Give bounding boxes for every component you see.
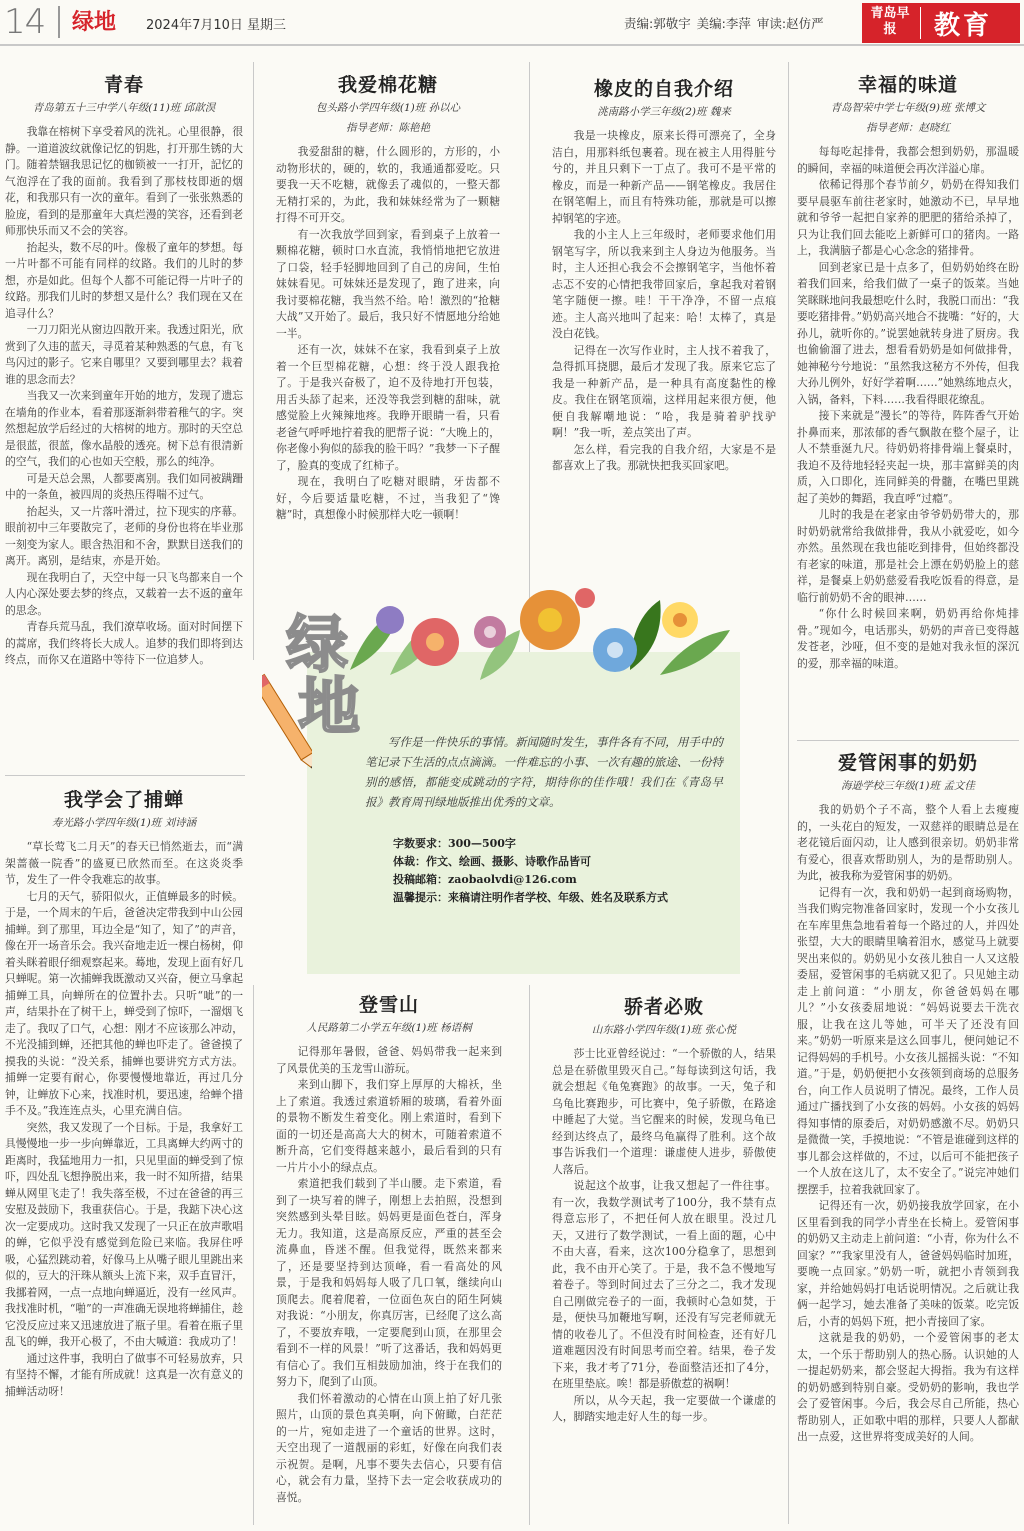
paragraph: 儿时的我是在老家由爷爷奶奶带大的，那时奶奶就常给我做排骨，我从小就爱吃，如今亦然。虽然现在我也能吃到排骨，但始终都没有老家的味道，那是社会上漂在奶奶脸上的慈祥，是餐桌上奶奶慈爱看我吃饭看的得意，是临行前奶奶不舍的眼神…… xyxy=(797,508,1019,604)
promo-text: 写作是一件快乐的事情。新闻随时发生，事件各有不同，用手中的笔记录下生活的点点滴滴。一件难忘的小事、一次有趣的旅途、一份特别的感悟，都能变成跳动的字符，期待你的佳作哦！我们在《青岛早报》教育周刊绿地版推出优秀的文章。 xyxy=(365,735,723,809)
promo-email: 投稿邮箱：zaobaolvdi@126.com xyxy=(393,873,577,886)
article-teacher: 指导老师：陈艳艳 xyxy=(346,122,430,134)
article-byline: 包头路小学四年级(1)班 孙以心 xyxy=(315,102,461,114)
channel-name: 教育 xyxy=(934,11,993,41)
article-byline: 青岛第五十三中学八年级(11)班 邱歆淏 xyxy=(32,102,216,114)
paragraph: 现在，我明白了吃糖对眼睛，牙齿都不好，今后要适量吃糖，不过，当我犯了“馋糖”时，真想像小时候那样大吃一顿啊！ xyxy=(276,475,500,521)
editorial-staff: 责编:郭敬宇 美编:李萍 审读:赵仿严 xyxy=(624,16,824,31)
paragraph: 我靠在榕树下享受着风的洗礼。心里很静，很静。一道道波纹就像记忆的钥匙，打开那生锈的大门。随着禁锢我思记忆的枷锁被一一打开，記忆的气泡浮在了我的面前。我看到了那枝枝即逝的烟花，和我那只有一次的童年。看到了一张张熟悉的脸庞，看到的是那童年大真烂漫的笑容，还看到老师那快乐而又不会的笑容。 xyxy=(5,125,243,237)
paragraph: 记得有一次，我和奶奶一起到商场购物，当我们购完物准备回家时，发现一个小女孩儿在车库里焦急地看着每一个路过的人，并四处张望，大大的眼睛里噙着泪水，感觉马上就要哭出来似的。奶奶见小女孩儿独自一人又这般委屈，爱管闲事的毛病就又犯了。只见她主动走上前问道：“小朋友，你爸爸妈妈在哪儿？”小女孩委屈地说：“妈妈说要去干洗衣服，让我在这儿等她，可半天了还没有回来。”奶奶一听原来是这么回事儿，便问她记不记得妈妈的手机号。小女孩儿摇摇头说：“不知道。”于是，奶奶便把小女孩领到商场的总服务台，向工作人员说明了情况。最终，工作人员通过广播找到了小女孩的妈妈。小女孩的妈妈得知事情的原委后，对奶奶感激不尽。奶奶只是微微一笑，手摸地说：“不管是谁碰到这样的事儿都会这样做的，不过，以后可不能把孩子一个人放在这儿了，太不安全了。”说完冲她们摆摆手，拉着我就回家了。 xyxy=(797,885,1019,1196)
paragraph: 这就是我的奶奶，一个爱管闲事的老太太，一个乐于帮助别人的热心肠。认识她的人一提起奶奶来，都会竖起大拇指。我为有这样的奶奶感到特别自豪。受奶奶的影响，我也学会了爱管闲事。今后，我会尽自己所能，热心帮助别人，正如歌中唱的那样，只要人人都献出一点爱，这世界将变成美好的人间。 xyxy=(797,1331,1019,1443)
paragraph: 索道把我们载到了半山腰。走下索道，看到了一块写着的牌子，刚想上去拍照，没想到突然感到头晕目眩。妈妈更是面色苍白，浑身无力。我知道，这是高原反应，严重的甚至会流鼻血，昏迷不醒。但我觉得，既然来都来了，还是要坚持到达顶峰，看一看高处的风景，于是我和妈妈每人吸了几口氧，继续向山顶爬去。爬着爬着，一位面色灰白的陌生阿姨对我说：“小朋友，你真厉害，已经爬了这么高了，不要放弃哦，一定要爬到山顶，在那里会看到不一样的风景！”听了这番话，我和妈妈更有信心了。我们互相鼓励加油，终于在我们的努力下，爬到了山顶。 xyxy=(276,1177,502,1388)
article-byline: 海逊学校三年级(1)班 孟文佳 xyxy=(841,780,975,792)
paragraph: 怎么样，看完我的自我介绍，大家是不是都喜欢上了我。那就快把我买回家吧。 xyxy=(552,442,776,472)
paragraph: 可是天总会黑，人都要离别。我们如同被蹒跚中的一条鱼，被四周的炎热压得喘不过气。 xyxy=(5,471,243,501)
paragraph: 接下来就是“漫长”的等待，阵阵香气开始扑鼻而来，那浓郁的香气飘散在整个屋子，让人不禁垂涎九尺。待奶奶将排骨端上餐桌时，我迫不及待地轻轻夹起一块，那丰富鲜美的肉质，入口即化，连同鲜美的骨髓，在嘴巴里跳起了美妙的舞蹈，我直呼“过瘾”。 xyxy=(797,409,1019,505)
article-xingfu xyxy=(797,72,1019,672)
promo-char-di: 地 xyxy=(298,670,361,743)
newspaper-logo xyxy=(862,3,1020,43)
submission-promo-box xyxy=(307,652,740,974)
logo-text: 青岛早报 xyxy=(870,6,910,37)
article-title: 幸福的味道 xyxy=(857,74,958,96)
paragraph: 七月的天气，骄阳似火，正值蝉最多的时候。于是，一个周末的午后，爸爸决定带我到中山公园捕蝉。到了那里，耳边全是“知了，知了”的声音，像在开一场音乐会。我兴奋地走近一棵白杨树，仰着头眯着眼仔细观察起来。蓦地，发现上面有好几只蝉呢。第一次捕蝉我既激动又兴奋，便立马拿起捕蝉工具，向蝉所在的位置扑去。只听“呲”的一声，结果扑在了树干上，蝉受到了惊吓，一溜烟飞走了。我叹了口气，心想：刚才不应该那么冲动，不光没捕到蝉，还把其他的蝉也吓走了。爸爸摸了摸我的头说：“没关系，捕蝉也要讲究方式方法。捕蝉一定要有耐心，你要慢慢地靠近，再过几分钟，让蝉放下心来，找准时机，要迅速，给蝉个措手不及。”我连连点头，心里充满自信。 xyxy=(5,889,243,1117)
page-number: 14 xyxy=(4,2,46,42)
article-byline: 人民路第二小学五年级(1)班 杨语桐 xyxy=(306,1022,472,1034)
article-byline: 洮南路小学三年级(2)班 魏来 xyxy=(597,106,731,118)
article-byline: 青岛智荣中学七年级(9)班 张博文 xyxy=(830,102,986,114)
paragraph: “草长莺飞二月天”的春天已悄然逝去，而“满架蔷薇一院香”的盛夏已欣然而至。在这炎炎季节，发生了一件令我难忘的故事。 xyxy=(5,840,243,886)
flowers-illustration xyxy=(330,580,750,690)
article-dengxueshan xyxy=(276,992,502,1506)
article-divider xyxy=(797,740,1019,741)
paragraph: 当我又一次来到童年开始的地方，发现了遗忘在墙角的作业本，看着那逐渐斜带着稚气的字。突然想起放学后经过的大榕树的地方。那时的天空总是很蓝，很蓝，像水晶般的透亮。树下总有很清新的空气，我们的心也如天空般，那么的纯净。 xyxy=(5,389,243,468)
paragraph: 记得还有一次，奶奶接我放学回家，在小区里看到我的同学小青坐在长椅上。爱管闲事的奶奶又主动走上前问道：“小青，你为什么不回家？”“我家里没有人，爸爸妈妈临时加班，要晚一点回家。”奶奶一听，就把小青领到我家，并给她妈妈打电话说明情况。之后就让我俩一起学习，她去准备了美味的饭菜。吃完饭后，小青的妈妈下班，把小青接回了家。 xyxy=(797,1199,1019,1328)
article-title: 爱管闲事的奶奶 xyxy=(837,752,978,774)
column-divider xyxy=(529,985,530,1525)
paragraph: “你什么时候回来啊，奶奶再给你炖排骨。”现如今，电话那头，奶奶的声音已变得越发苍老，沙哑，但不变的是她对我永恒的深沉的爱，那幸福的味道。 xyxy=(797,607,1019,670)
article-zhuchan xyxy=(5,787,243,1400)
column-divider xyxy=(529,62,530,660)
paragraph: 回到老家已是十点多了，但奶奶始终在盼着我们回来，给我们做了一桌子的饭菜。当她笑眯眯地问我最想吃什么时，我脱口而出：“我要吃猪排骨。”奶奶高兴地合不拢嘴：“好的，大孙儿，就听你的。”说罢她就转身进了厨房。我也偷偷溜了进去，想看看奶奶是如何做排骨，她神秘兮兮地说：“虽然我这秘方不外传，但我大孙儿例外，好好学着啊……”她熟练地点火，入锅，备料，下料……我看得眼花缭乱。 xyxy=(797,260,1019,406)
article-teacher: 指导老师：赵晓红 xyxy=(866,122,950,134)
article-mianhuatang xyxy=(276,72,500,524)
paragraph: 依稀记得那个春节前夕，奶奶在得知我们要早晨驱车前往老家时，她激动不已，早早地就和爷爷一起把自家养的肥肥的猪给杀掉了，只为让我们回去能吃上新鲜可口的猪肉。一路上，我满脑子都是心心念念的猪排骨。 xyxy=(797,178,1019,257)
paragraph: 抬起头，数不尽的叶。像极了童年的梦想。每一片叶都不可能有同样的纹路。我们的儿时的梦想，亦是如此。但每个人都不可能记得一片叶子的纹路。那我们儿时的梦想又是什么？我们现在又在追寻什么？ xyxy=(5,240,243,320)
header-divider xyxy=(58,6,60,38)
column-divider xyxy=(788,62,789,1524)
paragraph: 记得那年暑假，爸爸、妈妈带我一起来到了风景优美的玉龙雪山游玩。 xyxy=(276,1045,502,1075)
paragraph: 我的奶奶个子不高，整个人看上去瘦瘦的，一头花白的短发，一双慈祥的眼睛总是在老花镜后面闪动，让人感到很亲切。奶奶非常有爱心，很喜欢帮助别人，为的是帮助别人。为此，被我称为爱管闲事的奶奶。 xyxy=(797,803,1019,882)
logo-divider xyxy=(920,7,921,39)
article-title: 青春 xyxy=(103,74,144,96)
paragraph: 抬起头，又一片落叶滑过，拉下现实的序幕。眼前初中三年要散完了，老师的身份也将在毕业那一刻变为家人。眼含热泪和不舍，默默目送我们的离开。离别，是结束，亦是开始。 xyxy=(5,504,243,567)
page-header xyxy=(0,0,1024,46)
article-title: 我学会了捕蝉 xyxy=(63,789,184,811)
paragraph: 来到山脚下，我们穿上厚厚的大棉袄，坐上了索道。我透过索道轿厢的玻璃，看着外面的景物不断发生着变化。刚上索道时，看到下面的一切还是高高大大的树木，可随着索道不断升高，它们变得越来越小，最后看到的只有一片片小小的绿点点。 xyxy=(276,1078,502,1174)
paragraph: 还有一次，妹妹不在家，我看到桌子上放着一个巨型棉花糖，心想：终于没人跟我抢了。于是我兴奋极了，迫不及待地打开包装，用舌头舔了起来，还没等我尝到糖的甜味，就感觉脸上火辣辣地疼。我睁开眼睛一看，只看老爸气呼呼地拧着我的肥帮子说：“大晚上的，你老像小狗似的舔我的脸干吗？”我梦一下子醒了，脸真的变成了红柿子。 xyxy=(276,343,500,472)
paragraph: 我们怀着激动的心情在山顶上拍了好几张照片，山顶的景色真美啊，向下俯瞰，白茫茫的一片，宛如走进了一个童话的世界。这时，天空出现了一道靓丽的彩虹，好像在向我们表示祝贺。是啊，凡事不要失去信心，只要有信心，就会有力量，坚持下去一定会收获成功的喜悦。 xyxy=(276,1391,502,1504)
article-divider xyxy=(5,775,245,776)
column-divider xyxy=(253,62,254,660)
paragraph: 说起这个故事，让我又想起了一件往事。有一次，我数学测试考了100分，我不禁有点得意忘形了，不把任何人放在眼里。没过几天，又进行了数学测试，一看上面的题，心中不由大喜，看来，这次100分稳拿了，思想到此，我不由开心笑了。于是，我不急不慢地写着卷子。等到时间过去了三分之二，我才发现自己刚做完卷子的一面，我顿时心急如焚，于是，便快马加鞭地写啊，还没有写完老师就无情的收卷儿了。不但没有时间检查，还有好几道难题因没有时间思考而空着。结果，卷子发下来，我才考了71分，卷面整洁还扣了4分，在班里垫底。唉！都是骄傲惹的祸啊！ xyxy=(552,1179,776,1390)
article-byline: 寿光路小学四年级(1)班 刘诗涵 xyxy=(51,817,197,829)
article-jiaozhe xyxy=(552,994,776,1426)
article-xiangpi xyxy=(552,76,776,475)
article-nainai xyxy=(797,750,1019,1446)
paragraph: 莎士比亚曾经说过：“一个骄傲的人，结果总是在骄傲里毁灭自己。”每每读到这句话，我就会想起《龟兔赛跑》的故事。一天，兔子和乌龟比赛跑步，可比赛中，兔子骄傲，在路途中睡起了大觉。当它醒来的时候，发现乌龟已经到达终点了，最终乌龟赢得了胜利。这个故事告诉我们一个道理：谦虚使人进步，骄傲使人落后。 xyxy=(552,1047,776,1176)
promo-genre: 体裁：作文、绘画、摄影、诗歌作品皆可 xyxy=(393,855,591,868)
issue-date: 2024年7月10日 星期三 xyxy=(146,18,287,33)
section-name: 绿地 xyxy=(72,10,117,35)
pencil-icon xyxy=(262,664,312,784)
paragraph: 记得在一次写作业时，主人找不着我了，急得抓耳挠腮，最后才发现了我。原来它忘了我是一种新产品，是一种具有高度黏性的橡皮。我住在钢笔顶端，这样用起来很方便，他便自我解嘲地说：“哈，我是骑着驴找驴啊！”我一听，差点笑出了声。 xyxy=(552,343,776,439)
article-title: 骄者必败 xyxy=(623,996,704,1018)
article-title: 我爱棉花糖 xyxy=(337,74,438,96)
paragraph: 现在我明白了，天空中每一只飞鸟都来自一个人内心深处要去梦的终点，又载着一去不返的童年的思念。 xyxy=(5,570,243,617)
promo-tip: 温馨提示：来稿请注明作者学校、年级、姓名及联系方式 xyxy=(393,891,668,904)
promo-char-lv: 绿 xyxy=(286,608,349,681)
column-divider xyxy=(253,985,254,1525)
paragraph: 我爱甜甜的糖，什么圆形的，方形的，小动物形状的，硬的，软的，我通通都爱吃。只要我一天不吃糖，就像丢了魂似的，一整天都无精打采的，为此，我和妹妹经常为了一颗糖打得不可开交。 xyxy=(276,145,500,224)
article-title: 登雪山 xyxy=(358,994,419,1016)
paragraph: 我的小主人上三年级时，老师要求他们用钢笔写字，所以我来到主人身边为他服务。当时，主人还担心我会不会擦钢笔字，当他怀着忐忑不安的心情把我带回家后，拿起我对着钢笔字随便一擦。哇！干干净净，不留一点痕迹。主人高兴地叫了起来：哈！太棒了，真是没白花钱。 xyxy=(552,228,776,340)
paragraph: 我是一块橡皮，原来长得可漂亮了，全身洁白，用那料纸包裹着。现在被主人用得脏兮兮的，并且只剩下一丁点了。我可不是平常的橡皮，而是一种新产品——钢笔橡皮。我居住在钢笔帽上，而且有特殊功能，那就是可以擦掉钢笔的字迹。 xyxy=(552,129,776,225)
paragraph: 所以，从今天起，我一定要做一个谦虚的人，脚踏实地走好人生的每一步。 xyxy=(552,1393,776,1423)
paragraph: 通过这件事，我明白了做事不可轻易放弃，只有坚持不懈，才能有所成就！这真是一次有意义的捕蝉活动呀！ xyxy=(5,1351,243,1398)
paragraph: 青春兵荒马乱，我们潦草收场。面对时间摆下的蒿席，我们终将长大成人。追梦的我们即将到达终点，而你又在道路中等待下一位追梦人。 xyxy=(5,620,243,666)
paragraph: 一刀刀阳光从窗边四散开来。我透过阳光，欣赏到了久违的蓝天，寻觅着某种熟悉的气息，有飞鸟闪过的影子。它来自哪里？又要到哪里去？栽着谁的思念而去？ xyxy=(5,323,243,386)
paragraph: 有一次我放学回到家，看到桌子上放着一颗棉花糖，顿时口水直流，我悄悄地把它放进了口袋，轻手轻脚地回到了自己的房间，生怕妹妹看见。可妹妹还是发现了，跑了进来，向我讨要棉花糖，我当然不给。哈！激烈的“抢糖大战”又开始了。最后，我只好不情愿地分给她一半。 xyxy=(276,227,500,340)
article-byline: 山东路小学四年级(1)班 张心悦 xyxy=(591,1024,737,1036)
promo-word-limit: 字数要求：300—500字 xyxy=(393,837,516,850)
article-qingchun xyxy=(5,72,243,669)
paragraph: 每每吃起排骨，我都会想到奶奶，那温暖的瞬间，幸福的味道便会再次洋溢心扉。 xyxy=(797,145,1019,175)
article-title: 橡皮的自我介绍 xyxy=(593,78,734,100)
paragraph: 突然，我又发现了一个目标。于是，我拿好工具慢慢地一步一步向蝉靠近，工具离蝉大约两寸的距离时，我猛地用力一扣，只见里面的蝉受到了惊吓，四处乱飞想挣脱出来，我一时不知所措，结果蝉从网里飞走了！我失落至极，不过在爸爸的再三安慰及鼓励下，我重获信心。于是，我踮下决心这次一定要成功。这时我又发现了一只正在放声歌唱的蝉，它似乎没有感觉到危险已来临。我屏住呼吸，心猛烈跳动着，好像马上从嘴子眼儿里跳出来似的，豆大的汗珠从额头上流下来，双手直冒汗，我挪着网，一点一点地向蝉逼近，没有一丝风声。我找准时机，“啪”的一声准确无误地将蝉捕住，趁它没反应过来又迅速放进了瓶子里。看着在瓶子里乱飞的蝉，我开心极了，不由大喊道：我成功了！ xyxy=(5,1120,243,1348)
